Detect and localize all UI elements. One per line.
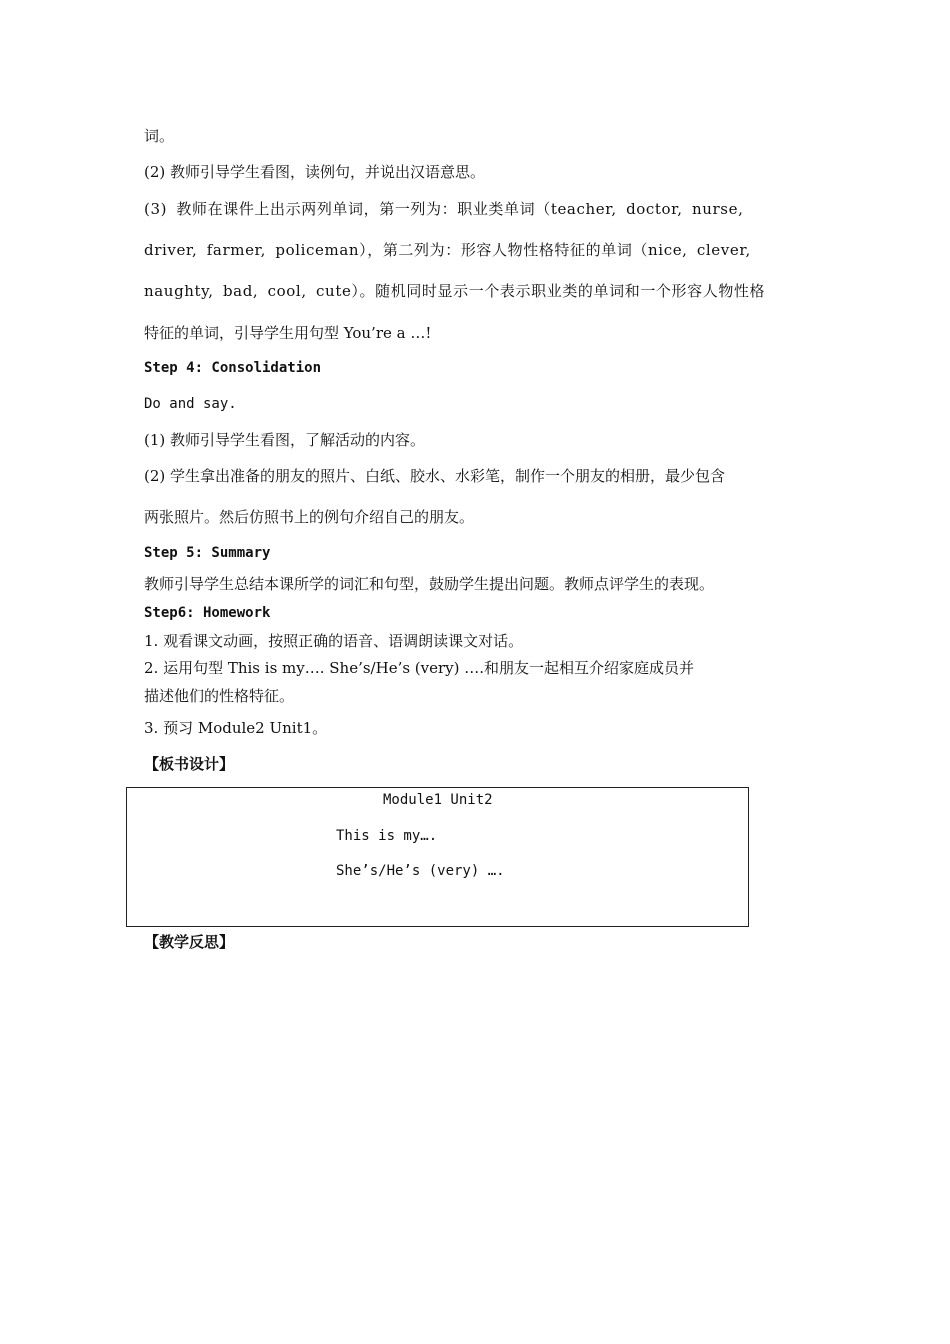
- text-line: (1) 教师引导学生看图，了解活动的内容。: [144, 431, 426, 449]
- text-line: 2. 运用句型 This is my…. She’s/He’s (very) ….和朋友一起相互介绍家庭成员并: [144, 659, 695, 677]
- step-5-heading: Step 5: Summary: [144, 545, 271, 561]
- board-design-box: [126, 787, 749, 927]
- text-line: (2) 学生拿出准备的朋友的照片、白纸、胶水、水彩笔，制作一个朋友的相册，最少包含: [144, 467, 726, 485]
- text-line: driver, farmer, policeman），第二列为：形容人物性格特征的单词（nice, clever,: [144, 241, 751, 259]
- board-line: This is my….: [336, 828, 438, 844]
- text-line: (2) 教师引导学生看图，读例句，并说出汉语意思。: [144, 163, 486, 181]
- text-line: naughty, bad, cool, cute）。随机同时显示一个表示职业类的单词和一个形容人物性格: [144, 282, 766, 300]
- step-4-heading: Step 4: Consolidation: [144, 360, 322, 376]
- text-line: 两张照片。然后仿照书上的例句介绍自己的朋友。: [144, 508, 475, 526]
- text-line: (3) 教师在课件上出示两列单词，第一列为：职业类单词（teacher, doctor, nurse,: [144, 200, 744, 218]
- teaching-reflection-heading: 【教学反思】: [144, 933, 235, 951]
- text-line: 特征的单词，引导学生用句型 You’re a …!: [144, 324, 432, 342]
- board-line: She’s/He’s (very) ….: [336, 863, 505, 879]
- text-line: Do and say.: [144, 396, 237, 412]
- text-line: 描述他们的性格特征。: [144, 687, 295, 705]
- board-design-heading: 【板书设计】: [144, 755, 235, 773]
- text-line: 教师引导学生总结本课所学的词汇和句型，鼓励学生提出问题。教师点评学生的表现。: [144, 575, 715, 593]
- text-line: 词。: [144, 127, 175, 145]
- step-6-heading: Step6: Homework: [144, 605, 271, 621]
- text-line: 3. 预习 Module2 Unit1。: [144, 719, 328, 737]
- board-title: Module1 Unit2: [383, 792, 493, 808]
- text-line: 1. 观看课文动画，按照正确的语音、语调朗读课文对话。: [144, 632, 524, 650]
